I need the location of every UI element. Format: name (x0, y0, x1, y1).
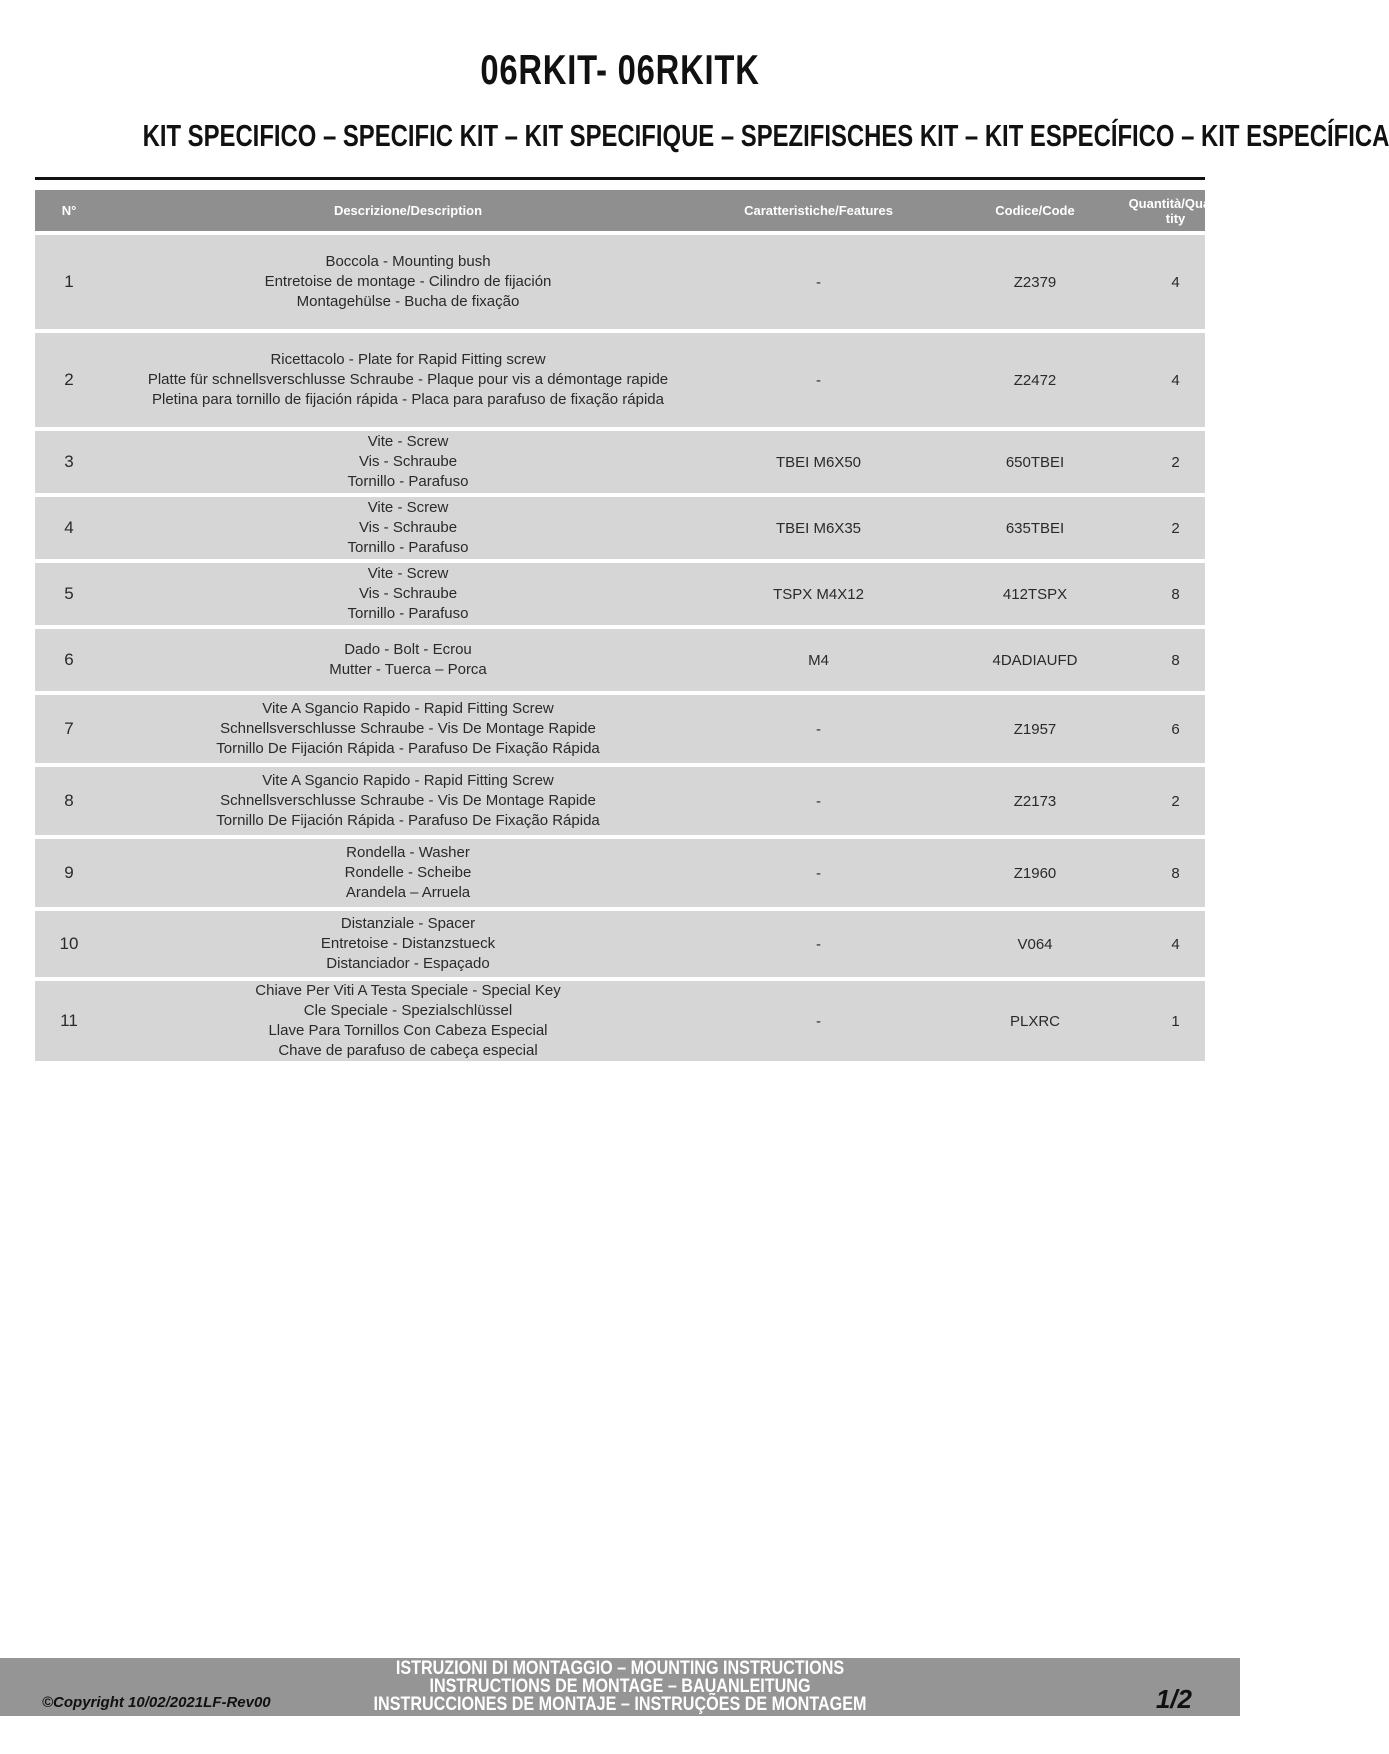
description-line: Ricettacolo - Plate for Rapid Fitting screw (270, 351, 546, 368)
footer-instructions (0, 1660, 1240, 1714)
table-row (35, 431, 1205, 493)
description-line: Chiave Per Viti A Testa Speciale - Special Key (255, 982, 561, 999)
row-code: 650TBEI (1005, 453, 1065, 471)
row-description (103, 235, 713, 329)
table-header (35, 190, 1223, 231)
title-divider (35, 177, 1205, 180)
page-number: 1/2 (1155, 1684, 1192, 1714)
row-number: 4 (64, 518, 74, 537)
description-line: Tornillo - Parafuso (347, 605, 469, 622)
row-code: 412TSPX (1002, 585, 1068, 603)
description-line: Distanziale - Spacer (340, 915, 476, 932)
description-line: Tornillo De Fijación Rápida - Parafuso De Fixação Rápida (216, 812, 600, 829)
description-line: Tornillo De Fijación Rápida - Parafuso De Fixação Rápida (216, 740, 600, 757)
description-line: Schnellsverschlusse Schraube - Vis De Montage Rapide (220, 720, 596, 737)
row-code: Z2379 (1013, 273, 1057, 291)
row-features: - (816, 935, 821, 953)
description-line: Chave de parafuso de cabeça especial (278, 1042, 538, 1059)
description-line: Llave Para Tornillos Con Cabeza Especial (268, 1022, 548, 1039)
table-body (35, 235, 1205, 1061)
description-line: Rondelle - Scheibe (344, 864, 472, 881)
row-quantity: 2 (1171, 519, 1180, 537)
table-row (35, 235, 1205, 329)
description-line: Distanciador - Espaçado (326, 955, 490, 972)
description-line: Tornillo - Parafuso (347, 539, 469, 556)
footer-line: ISTRUZIONI DI MONTAGGIO – MOUNTING INSTRUCTIONS (395, 1658, 845, 1679)
row-number: 11 (60, 1011, 78, 1030)
row-description (103, 981, 713, 1061)
row-quantity: 2 (1171, 792, 1180, 810)
table-row (35, 497, 1205, 559)
description-line: Entretoise de montage - Cilindro de fijación (264, 273, 552, 290)
row-quantity: 8 (1171, 864, 1180, 882)
header-features: Caratteristiche/Features (744, 203, 893, 218)
row-code: V064 (1017, 935, 1053, 953)
row-description (103, 497, 713, 559)
row-quantity: 8 (1171, 651, 1180, 669)
row-features: - (816, 371, 821, 389)
document-subtitle: KIT SPECIFICO – SPECIFIC KIT – KIT SPECIFIQUE – SPEZIFISCHES KIT – KIT ESPECÍFICO – KIT ESPECÍFICA (142, 118, 1389, 153)
description-line: Vite - Screw (367, 499, 449, 516)
row-quantity: 4 (1171, 273, 1180, 291)
row-number: 2 (64, 370, 74, 389)
row-code: Z2173 (1013, 792, 1057, 810)
description-line: Tornillo - Parafuso (347, 473, 469, 490)
row-features: - (816, 1012, 821, 1030)
description-line: Schnellsverschlusse Schraube - Vis De Montage Rapide (220, 792, 596, 809)
description-line: Vis - Schraube (358, 519, 458, 536)
description-line: Vite A Sgancio Rapido - Rapid Fitting Screw (262, 772, 554, 789)
row-quantity: 8 (1171, 585, 1180, 603)
row-number: 7 (64, 719, 74, 738)
description-line: Dado - Bolt - Ecrou (344, 641, 472, 658)
description-line: Entretoise - Distanzstueck (320, 935, 496, 952)
description-line: Boccola - Mounting bush (325, 253, 491, 270)
row-description (103, 563, 713, 625)
table-row (35, 629, 1205, 691)
row-description (103, 695, 713, 763)
description-line: Vite A Sgancio Rapido - Rapid Fitting Screw (262, 700, 554, 717)
row-features: - (816, 864, 821, 882)
row-features: M4 (808, 651, 829, 669)
description-line: Vite - Screw (367, 565, 449, 582)
row-description (103, 333, 713, 427)
row-features: - (816, 792, 821, 810)
footer-bar (0, 1658, 1240, 1716)
row-number: 9 (64, 863, 74, 882)
row-features: - (816, 273, 821, 291)
table-row (35, 695, 1205, 763)
description-line: Pletina para tornillo de fijación rápida - Placa para parafuso de fixação rápida (152, 391, 664, 408)
row-quantity: 4 (1171, 371, 1180, 389)
row-quantity: 1 (1171, 1012, 1180, 1030)
copyright-text: ©Copyright 10/02/2021LF-Rev00 (42, 1694, 271, 1711)
row-number: 5 (64, 584, 74, 603)
row-quantity: 6 (1171, 720, 1180, 738)
description-line: Vis - Schraube (358, 585, 458, 602)
row-code: Z1957 (1013, 720, 1057, 738)
document-title: 06RKIT- 06RKITK (480, 46, 760, 93)
header-code: Codice/Code (995, 203, 1075, 218)
description-line: Cle Speciale - Spezialschlüssel (303, 1002, 513, 1019)
description-line: Vite - Screw (367, 433, 449, 450)
description-line: Rondella - Washer (346, 844, 470, 861)
parts-table (35, 190, 1223, 1061)
row-number: 1 (64, 272, 74, 291)
description-line: Montagehülse - Bucha de fixação (296, 293, 520, 310)
row-features: - (816, 720, 821, 738)
table-row (35, 333, 1205, 427)
row-quantity: 2 (1171, 453, 1180, 471)
row-description (103, 839, 713, 907)
row-code: PLXRC (1009, 1012, 1061, 1030)
description-line: Mutter - Tuerca – Porca (329, 661, 487, 678)
table-row (35, 767, 1205, 835)
row-code: Z1960 (1013, 864, 1057, 882)
table-row (35, 563, 1205, 625)
row-features: TBEI M6X35 (775, 519, 862, 537)
footer-line: INSTRUCTIONS DE MONTAGE – BAUANLEITUNG (429, 1676, 811, 1697)
footer-line: INSTRUCCIONES DE MONTAJE – INSTRUÇÕES DE MONTAGEM (373, 1694, 867, 1715)
header-description: Descrizione/Description (333, 203, 483, 218)
row-code: 4DADIAUFD (992, 651, 1078, 669)
row-description (103, 767, 713, 835)
header-number: N° (61, 203, 77, 218)
row-number: 10 (59, 934, 79, 953)
row-number: 3 (64, 452, 74, 471)
table-row (35, 981, 1205, 1061)
row-features: TBEI M6X50 (775, 453, 862, 471)
table-row (35, 911, 1205, 977)
row-code: 635TBEI (1005, 519, 1065, 537)
row-number: 6 (64, 650, 74, 669)
description-line: Vis - Schraube (358, 453, 458, 470)
description-line: Platte für schnellsverschlusse Schraube - Plaque pour vis a démontage rapide (147, 371, 669, 388)
header-quantity: Quantità/Quan- tity (1128, 195, 1223, 226)
row-description (103, 431, 713, 493)
row-quantity: 4 (1171, 935, 1180, 953)
description-line: Arandela – Arruela (345, 884, 471, 901)
row-code: Z2472 (1013, 371, 1057, 389)
row-description (103, 911, 713, 977)
table-row (35, 839, 1205, 907)
row-features: TSPX M4X12 (773, 585, 864, 603)
row-number: 8 (64, 791, 74, 810)
row-description (103, 629, 713, 691)
